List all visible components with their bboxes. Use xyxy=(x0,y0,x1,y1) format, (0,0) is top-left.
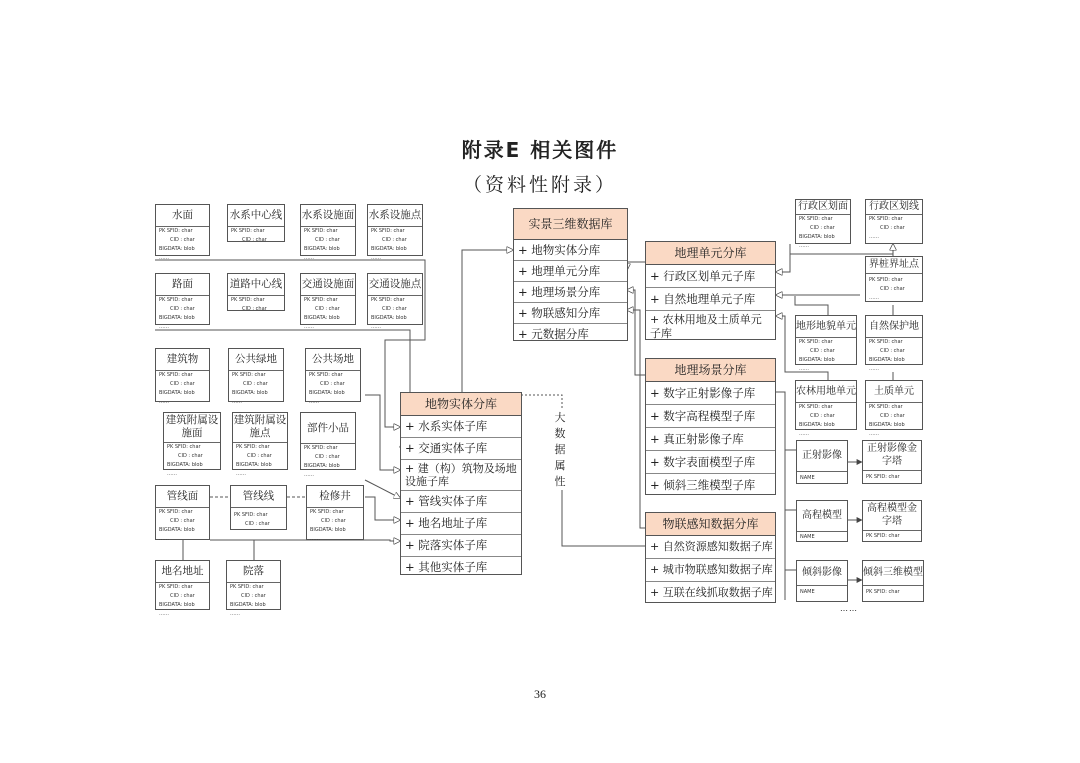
entity-attr: CID : char xyxy=(242,237,267,243)
scene-lib-item: + 数字高程模型子库 xyxy=(646,405,775,428)
main-db-item: + 地理单元分库 xyxy=(514,261,627,282)
entity-attr: …… xyxy=(304,472,314,478)
iot-lib-item: + 自然资源感知数据子库 xyxy=(646,536,775,559)
entity-attr: PK SFID: char xyxy=(799,404,833,410)
entity-attr: CID : char xyxy=(178,453,203,459)
unit-lib-item: + 自然地理单元子库 xyxy=(646,288,775,311)
entity-attr: …… xyxy=(159,324,169,330)
entity-name: 倾斜影像 xyxy=(797,561,847,586)
entity-lib-item: + 水系实体子库 xyxy=(401,416,521,438)
entity-name: 正射影像 xyxy=(797,441,847,472)
entity-attr: BIGDATA: blob xyxy=(159,602,195,608)
entity-name: 水系设施点 xyxy=(368,205,422,227)
entity-attr: BIGDATA: blob xyxy=(869,357,905,363)
entity-attr: BIGDATA: blob xyxy=(159,315,195,321)
entity-attr: …… xyxy=(869,431,879,437)
entity-attr: CID : char xyxy=(880,413,905,419)
entity-name: 检修井 xyxy=(307,486,363,508)
iot-lib-item: + 城市物联感知数据子库 xyxy=(646,559,775,582)
entity-name: 地名地址 xyxy=(156,561,209,583)
entity-attr: BIGDATA: blob xyxy=(304,246,340,252)
entity-attr: …… xyxy=(310,536,320,542)
entity-attr: …… xyxy=(232,399,242,405)
ellipsis-more: …… xyxy=(840,604,858,613)
entity-admin-line xyxy=(865,199,923,244)
main-db-item: + 元数据分库 xyxy=(518,327,589,341)
entity-attr: BIGDATA: blob xyxy=(304,463,340,469)
entity-building xyxy=(155,348,210,405)
entity-attr: CID : char xyxy=(880,225,905,231)
entity-attr: …… xyxy=(159,611,169,617)
main-db-item: + 物联感知分库 xyxy=(514,303,627,324)
entity-attr: CID : char xyxy=(880,286,905,292)
entity-name: 建筑物 xyxy=(156,349,209,371)
entity-attr: …… xyxy=(236,471,246,477)
entity-name: 界桩界址点 xyxy=(866,257,922,274)
entity-component xyxy=(300,412,356,478)
entity-attr: …… xyxy=(304,324,314,330)
entity-name: 公共绿地 xyxy=(229,349,283,371)
entity-manhole xyxy=(306,485,364,540)
entity-name: 道路中心线 xyxy=(228,274,284,296)
entity-name: 水系中心线 xyxy=(228,205,284,227)
entity-name: 农林用地单元 xyxy=(796,381,856,403)
entity-oblique-model xyxy=(862,560,924,602)
entity-lib-item: + 其他实体子库 xyxy=(405,560,488,574)
real-scene-3d-database xyxy=(513,208,628,341)
entity-attr: PK SFID: char xyxy=(304,297,338,303)
entity-attr: …… xyxy=(869,234,879,240)
entity-attr: PK SFID: char xyxy=(231,297,265,303)
entity-attr: PK SFID: char xyxy=(159,509,193,515)
entity-sub-library xyxy=(400,392,522,575)
entity-attr: BIGDATA: blob xyxy=(159,246,195,252)
iot-lib-item: + 互联在线抓取数据子库 xyxy=(650,586,773,599)
entity-attr: …… xyxy=(371,255,381,261)
page-subtitle: （资料性附录） xyxy=(462,174,617,196)
entity-attr: CID : char xyxy=(243,381,268,387)
entity-attr: PK SFID: char xyxy=(799,216,833,222)
entity-attr: …… xyxy=(304,255,314,261)
big-data-attribute-label: 大数据属性 xyxy=(551,410,569,490)
entity-attr: PK SFID: char xyxy=(304,228,338,234)
entity-attr: PK SFID: char xyxy=(371,228,405,234)
entity-attr: NAME xyxy=(800,534,815,540)
entity-name: 路面 xyxy=(156,274,209,296)
entity-pipeline-line xyxy=(230,485,287,530)
entity-name: 地形地貌单元 xyxy=(796,316,856,338)
entity-attr: BIGDATA: blob xyxy=(167,462,203,468)
entity-name: 水系设施面 xyxy=(301,205,355,227)
entity-attr: CID : char xyxy=(382,306,407,312)
entity-attr: PK SFID: char xyxy=(231,228,265,234)
entity-name: 交通设施点 xyxy=(368,274,422,296)
scene-lib-item: + 数字正射影像子库 xyxy=(646,382,775,405)
entity-attr: CID : char xyxy=(315,237,340,243)
entity-lib-item: + 地名地址子库 xyxy=(401,513,521,535)
entity-attr: BIGDATA: blob xyxy=(230,602,266,608)
entity-courtyard xyxy=(226,560,281,617)
entity-attr: PK SFID: char xyxy=(230,584,264,590)
entity-sub-library-title: 地物实体分库 xyxy=(401,393,521,416)
entity-attr: …… xyxy=(159,399,169,405)
entity-attr: PK SFID: char xyxy=(167,444,201,450)
entity-attr: CID : char xyxy=(382,237,407,243)
entity-boundary-marker xyxy=(865,256,923,302)
entity-attr: PK SFID: char xyxy=(234,512,268,518)
entity-attr: …… xyxy=(799,366,809,372)
entity-attr: BIGDATA: blob xyxy=(159,527,195,533)
entity-public-green xyxy=(228,348,284,405)
entity-attr: …… xyxy=(869,366,879,372)
entity-name: 管线面 xyxy=(156,486,209,508)
entity-water-facility-point xyxy=(367,204,423,261)
entity-elevation-pyramid xyxy=(862,500,922,542)
entity-attr: CID : char xyxy=(810,225,835,231)
entity-farmland-unit xyxy=(795,380,857,437)
entity-attr: PK SFID: char xyxy=(236,444,270,450)
entity-building-facility-area xyxy=(163,412,221,477)
entity-name: 行政区划面 xyxy=(796,200,850,215)
entity-name: 建筑附属设施点 xyxy=(233,413,287,443)
entity-attr: BIGDATA: blob xyxy=(371,315,407,321)
entity-attr: …… xyxy=(371,324,381,330)
entity-attr: PK SFID: char xyxy=(310,509,344,515)
unit-sub-library xyxy=(645,241,776,340)
entity-attr: BIGDATA: blob xyxy=(232,390,268,396)
entity-attr: PK SFID: char xyxy=(159,584,193,590)
entity-attr: PK SFID: char xyxy=(232,372,266,378)
entity-attr: BIGDATA: blob xyxy=(799,234,835,240)
entity-attr: BIGDATA: blob xyxy=(304,315,340,321)
entity-attr: CID : char xyxy=(170,306,195,312)
entity-attr: CID : char xyxy=(321,518,346,524)
entity-attr: PK SFID: char xyxy=(309,372,343,378)
entity-lib-item: + 院落实体子库 xyxy=(401,535,521,557)
scene-lib-item: + 倾斜三维模型子库 xyxy=(650,478,756,492)
entity-traffic-facility-area xyxy=(300,273,356,330)
entity-name: 管线线 xyxy=(231,486,286,508)
entity-elevation-model xyxy=(796,500,848,542)
main-db-item: + 地理场景分库 xyxy=(514,282,627,303)
entity-name: 水面 xyxy=(156,205,209,227)
page-title: 附录E 相关图件 xyxy=(461,138,619,162)
entity-attr: BIGDATA: blob xyxy=(310,527,346,533)
entity-attr: PK SFID: char xyxy=(159,372,193,378)
entity-attr: BIGDATA: blob xyxy=(159,390,195,396)
entity-attr: CID : char xyxy=(810,348,835,354)
entity-attr: PK SFID: char xyxy=(869,277,903,283)
entity-attr: BIGDATA: blob xyxy=(799,422,835,428)
entity-lib-item: + 管线实体子库 xyxy=(401,491,521,513)
entity-nature-reserve xyxy=(865,315,923,372)
entity-attr: …… xyxy=(309,399,319,405)
entity-attr: NAME xyxy=(800,589,815,595)
entity-attr: PK SFID: char xyxy=(869,216,903,222)
entity-soil-unit xyxy=(865,380,923,437)
entity-attr: PK SFID: char xyxy=(866,533,900,539)
entity-attr: …… xyxy=(799,243,809,249)
entity-attr: PK SFID: char xyxy=(866,474,900,480)
entity-attr: PK SFID: char xyxy=(371,297,405,303)
entity-attr: BIGDATA: blob xyxy=(799,357,835,363)
scene-sub-library xyxy=(645,358,776,495)
entity-name: 交通设施面 xyxy=(301,274,355,296)
entity-name: 院落 xyxy=(227,561,280,583)
entity-oblique-image xyxy=(796,560,848,602)
entity-attr: PK SFID: char xyxy=(159,297,193,303)
entity-name: 高程模型金字塔 xyxy=(863,501,921,531)
main-db-item: + 地物实体分库 xyxy=(514,240,627,261)
entity-attr: PK SFID: char xyxy=(159,228,193,234)
entity-attr: BIGDATA: blob xyxy=(371,246,407,252)
entity-attr: PK SFID: char xyxy=(799,339,833,345)
entity-attr: …… xyxy=(159,536,169,542)
entity-attr: PK SFID: char xyxy=(866,589,900,595)
entity-attr: CID : char xyxy=(315,306,340,312)
entity-attr: PK SFID: char xyxy=(869,404,903,410)
entity-attr: BIGDATA: blob xyxy=(236,462,272,468)
page-number: 36 xyxy=(534,687,546,701)
entity-attr: PK SFID: char xyxy=(304,445,338,451)
entity-attr: CID : char xyxy=(170,237,195,243)
entity-road-surface xyxy=(155,273,210,330)
scene-lib-item: + 真正射影像子库 xyxy=(646,428,775,451)
unit-sub-library-title: 地理单元分库 xyxy=(646,242,775,265)
entity-attr: …… xyxy=(869,295,879,301)
unit-lib-item: + 农林用地及土质单元子库 xyxy=(650,313,762,340)
entity-traffic-facility-point xyxy=(367,273,423,330)
entity-building-facility-point xyxy=(232,412,288,477)
entity-attr: CID : char xyxy=(320,381,345,387)
iot-sub-library-title: 物联感知数据分库 xyxy=(646,513,775,536)
entity-attr: …… xyxy=(167,471,177,477)
entity-name: 建筑附属设施面 xyxy=(164,413,220,443)
entity-water-facility-area xyxy=(300,204,356,261)
unit-lib-item: + 行政区划单元子库 xyxy=(646,265,775,288)
entity-attr: CID : char xyxy=(245,521,270,527)
entity-attr: CID : char xyxy=(247,453,272,459)
entity-attr: …… xyxy=(799,431,809,437)
entity-landform-unit xyxy=(795,315,857,372)
entity-name: 行政区划线 xyxy=(866,200,922,215)
real-scene-3d-database-title: 实景三维数据库 xyxy=(514,209,627,240)
entity-name: 公共场地 xyxy=(306,349,360,371)
entity-attr: CID : char xyxy=(810,413,835,419)
scene-sub-library-title: 地理场景分库 xyxy=(646,359,775,382)
entity-public-site xyxy=(305,348,361,405)
entity-water-surface xyxy=(155,204,210,261)
entity-place-address xyxy=(155,560,210,617)
entity-attr: CID : char xyxy=(242,306,267,312)
entity-lib-item: + 交通实体子库 xyxy=(401,438,521,460)
entity-attr: CID : char xyxy=(170,381,195,387)
entity-attr: CID : char xyxy=(170,518,195,524)
entity-attr: BIGDATA: blob xyxy=(869,422,905,428)
scene-lib-item: + 数字表面模型子库 xyxy=(646,451,775,474)
entity-attr: CID : char xyxy=(315,454,340,460)
entity-name: 土质单元 xyxy=(866,381,922,403)
entity-ortho-pyramid xyxy=(862,440,922,484)
entity-attr: …… xyxy=(159,255,169,261)
entity-pipeline-area xyxy=(155,485,210,540)
entity-name: 倾斜三维模型 xyxy=(863,561,923,586)
entity-lib-item: + 建（构）筑物及场地设施子库 xyxy=(401,460,521,491)
entity-road-centerline xyxy=(227,273,285,311)
entity-admin-area xyxy=(795,199,851,249)
entity-name: 正射影像金字塔 xyxy=(863,441,921,471)
entity-name: 高程模型 xyxy=(797,501,847,532)
entity-attr: BIGDATA: blob xyxy=(309,390,345,396)
iot-sub-library xyxy=(645,512,776,603)
entity-attr: CID : char xyxy=(170,593,195,599)
entity-attr: CID : char xyxy=(241,593,266,599)
entity-attr: NAME xyxy=(800,475,815,481)
entity-ortho-image xyxy=(796,440,848,484)
entity-attr: PK SFID: char xyxy=(869,339,903,345)
entity-water-centerline xyxy=(227,204,285,242)
entity-name: 自然保护地 xyxy=(866,316,922,338)
entity-attr: …… xyxy=(230,611,240,617)
entity-attr: CID : char xyxy=(880,348,905,354)
entity-name: 部件小品 xyxy=(301,413,355,444)
